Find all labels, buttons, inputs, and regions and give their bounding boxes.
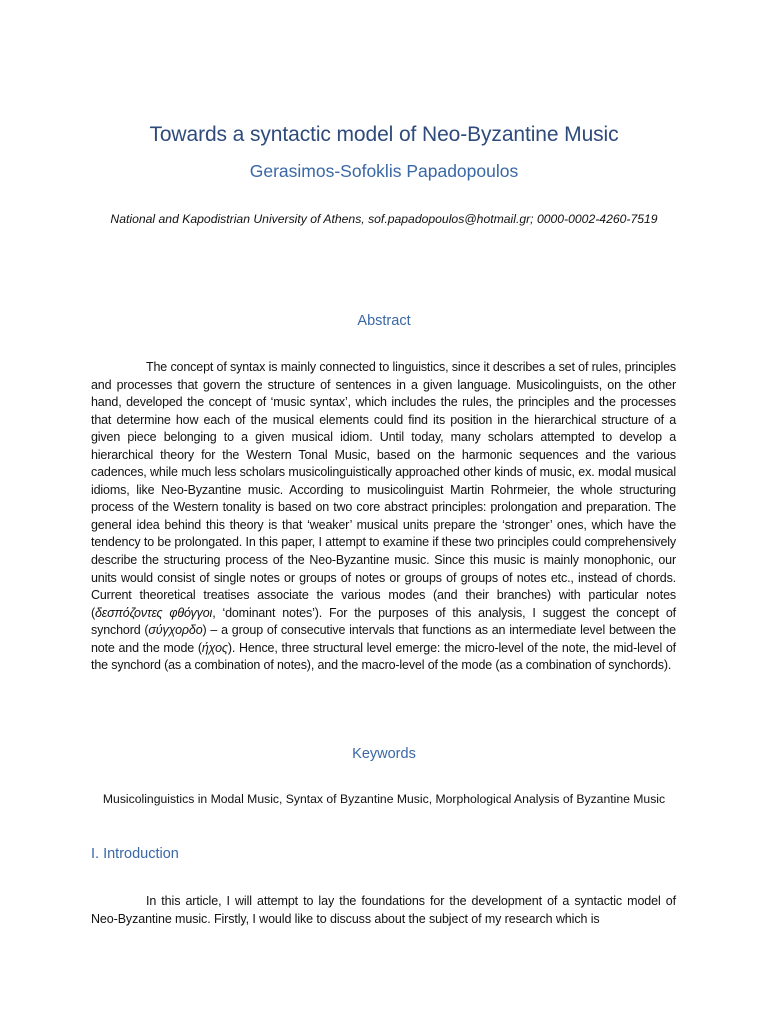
- abstract-text-part-1: The concept of syntax is mainly connected to linguistics, since it describes a set of rules, principles and processes that govern the structure of sentences in a given language. Musicolinguists, on the other hand, developed the concept of ‘music syntax’, which includes the rules, the principles and the processes that determine how each of the musical elements could find its position in the hierarchical structure of a given piece belonging to a given musical idiom. Until today, many scholars attempted to develop a hierarchical theory for the Western Tonal Music, based on the harmonic sequences and the various cadences, while much less scholars musicolinguistically approached other kinds of music, ex. modal musical idioms, like Neo-Byzantine music. According to musicolinguist Martin Rohrmeier, the whole structuring process of the Western tonality is based on two core abstract principles: prolongation and preparation. The general idea behind this theory is that ‘weaker’ musical units prepare the ‘stronger’ ones, which have the tendency to be prolongated. In this paper, I attempt to examine if these two principles could comprehensively describe the structuring process of the Neo-Byzantine music. Since this music is mainly monophonic, our units would consist of single notes or groups of notes or groups of groups of notes etc., instead of chords. Current theoretical treatises associate the various modes (and their branches) with particular notes (: [91, 360, 676, 620]
- author-name: Gerasimos-Sofoklis Papadopoulos: [249, 161, 519, 181]
- introduction-text: In this article, I will attempt to lay the foundations for the development of a syntactic model of Neo-Byzantine music. Firstly, I would like to discuss about the subject of my research which is: [91, 894, 676, 926]
- author-affiliation: National and Kapodistrian University of Athens, sof.papadopoulos@hotmail.gr; 0000-0002-4260-7519: [110, 212, 658, 226]
- paper-title: Towards a syntactic model of Neo-Byzantine Music: [149, 123, 619, 146]
- abstract-heading: Abstract: [357, 313, 411, 329]
- abstract-text-part-3: ) – a group of consecutive intervals that functions as an intermediate level between the note and the mode (: [91, 623, 676, 655]
- abstract-text-part-4: ). Hence, three structural level emerge: the micro-level of the note, the mid-level of the synchord (as a combination of notes), and the macro-level of the mode (as a combination of synchords).: [91, 640, 676, 673]
- greek-term-mode: ήχος: [201, 640, 228, 655]
- abstract-text-part-2: , ‘dominant notes’). For the purposes of this analysis, I suggest the concept of synchord (: [91, 605, 676, 638]
- greek-term-synchord: σύγχορδο: [148, 623, 203, 638]
- keywords-text: Musicolinguistics in Modal Music, Syntax of Byzantine Music, Morphological Analysis of Byzantine Music: [102, 792, 666, 806]
- greek-term-dominant-notes: δεσπόζοντες φθόγγοι: [95, 605, 213, 620]
- introduction-heading: I. Introduction: [91, 846, 179, 862]
- abstract-text: [91, 359, 676, 675]
- keywords-heading: Keywords: [352, 746, 416, 762]
